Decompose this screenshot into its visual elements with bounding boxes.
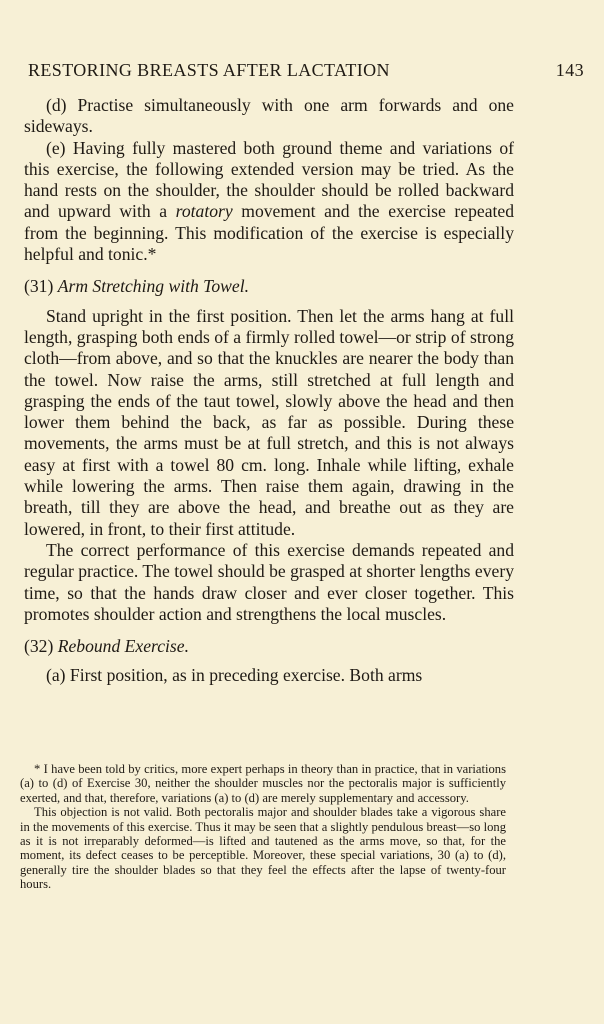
variation-e <box>24 138 514 266</box>
variation-e-emphasis: rotatory <box>175 201 233 222</box>
footnote <box>20 762 506 892</box>
variation-e-text-1: (e) Having fully mastered both ground theme and variations of this exercise, the following extended version may be tried. As the hand rests on the shoulder, the shoulder should be rolled backward and upward with a <box>24 137 514 222</box>
variation-e-text-2: movement and the exercise repeated from the beginning. This modification of the exercise is especially helpful and tonic.* <box>24 201 515 265</box>
book-page <box>20 0 584 1024</box>
running-header <box>28 60 584 84</box>
exercise-31-title: Arm Stretching with Towel. <box>57 276 249 297</box>
running-title: RESTORING BREASTS AFTER LACTATION <box>28 60 390 80</box>
exercise-31-heading <box>24 276 514 297</box>
variation-d: (d) Practise simultaneously with one arm forwards and one sideways. <box>24 95 514 137</box>
exercise-31-number: (31) <box>24 276 54 297</box>
exercise-32-number: (32) <box>24 636 54 657</box>
body-text <box>24 95 514 687</box>
exercise-32-variation-a: (a) First position, as in preceding exercise. Both arms <box>46 665 423 686</box>
exercise-31-paragraph-2: The correct performance of this exercise demands repeated and regular practice. The towel should be grasped at shorter lengths every time, so that the hands draw closer and ever closer together. This promotes shoulder action and strengthens the local muscles. <box>24 539 514 624</box>
footnote-paragraph-1: * I have been told by critics, more expert perhaps in theory than in practice, that in variations (a) to (d) of Exercise 30, neither the shoulder muscles nor the pectoralis major is sufficiently exerted, and that, therefore, variations (a) to (d) are merely supplementary and accessory. <box>20 762 506 805</box>
page-number: 143 <box>555 60 584 80</box>
exercise-31-paragraph-1: Stand upright in the first position. Then let the arms hang at full length, grasping both ends of a firmly rolled towel—or strip of strong cloth—from above, and so that the knuckles are nearer the body than the towel. Now raise the arms, still stretched at full length and grasping the ends of the taut towel, slowly above the head and then lower them behind the back, as far as possible. During these movements, the arms must be at full stretch, and this is not always easy at first with a towel 80 cm. long. Inhale while lifting, exhale while lowering the arms. Then raise them again, drawing in the breath, till they are above the head, and breathe out as they are lowered, in front, to their first attitude. <box>24 305 514 539</box>
exercise-32-title: Rebound Exercise. <box>57 636 189 657</box>
exercise-32-heading <box>24 636 514 657</box>
footnote-paragraph-2: This objection is not valid. Both pectoralis major and shoulder blades take a vigorous share in the movements of this exercise. Thus it may be seen that a slightly pendulous breast—so long as it is not irreparably deformed—is lifted and tautened as the arms move, so that, for the moment, its defect ceases to be perceptible. Moreover, these special variations, 30 (a) to (d), generally tire the shoulder blades so that they feel the effects after the lapse of twenty-four hours. <box>20 805 506 892</box>
